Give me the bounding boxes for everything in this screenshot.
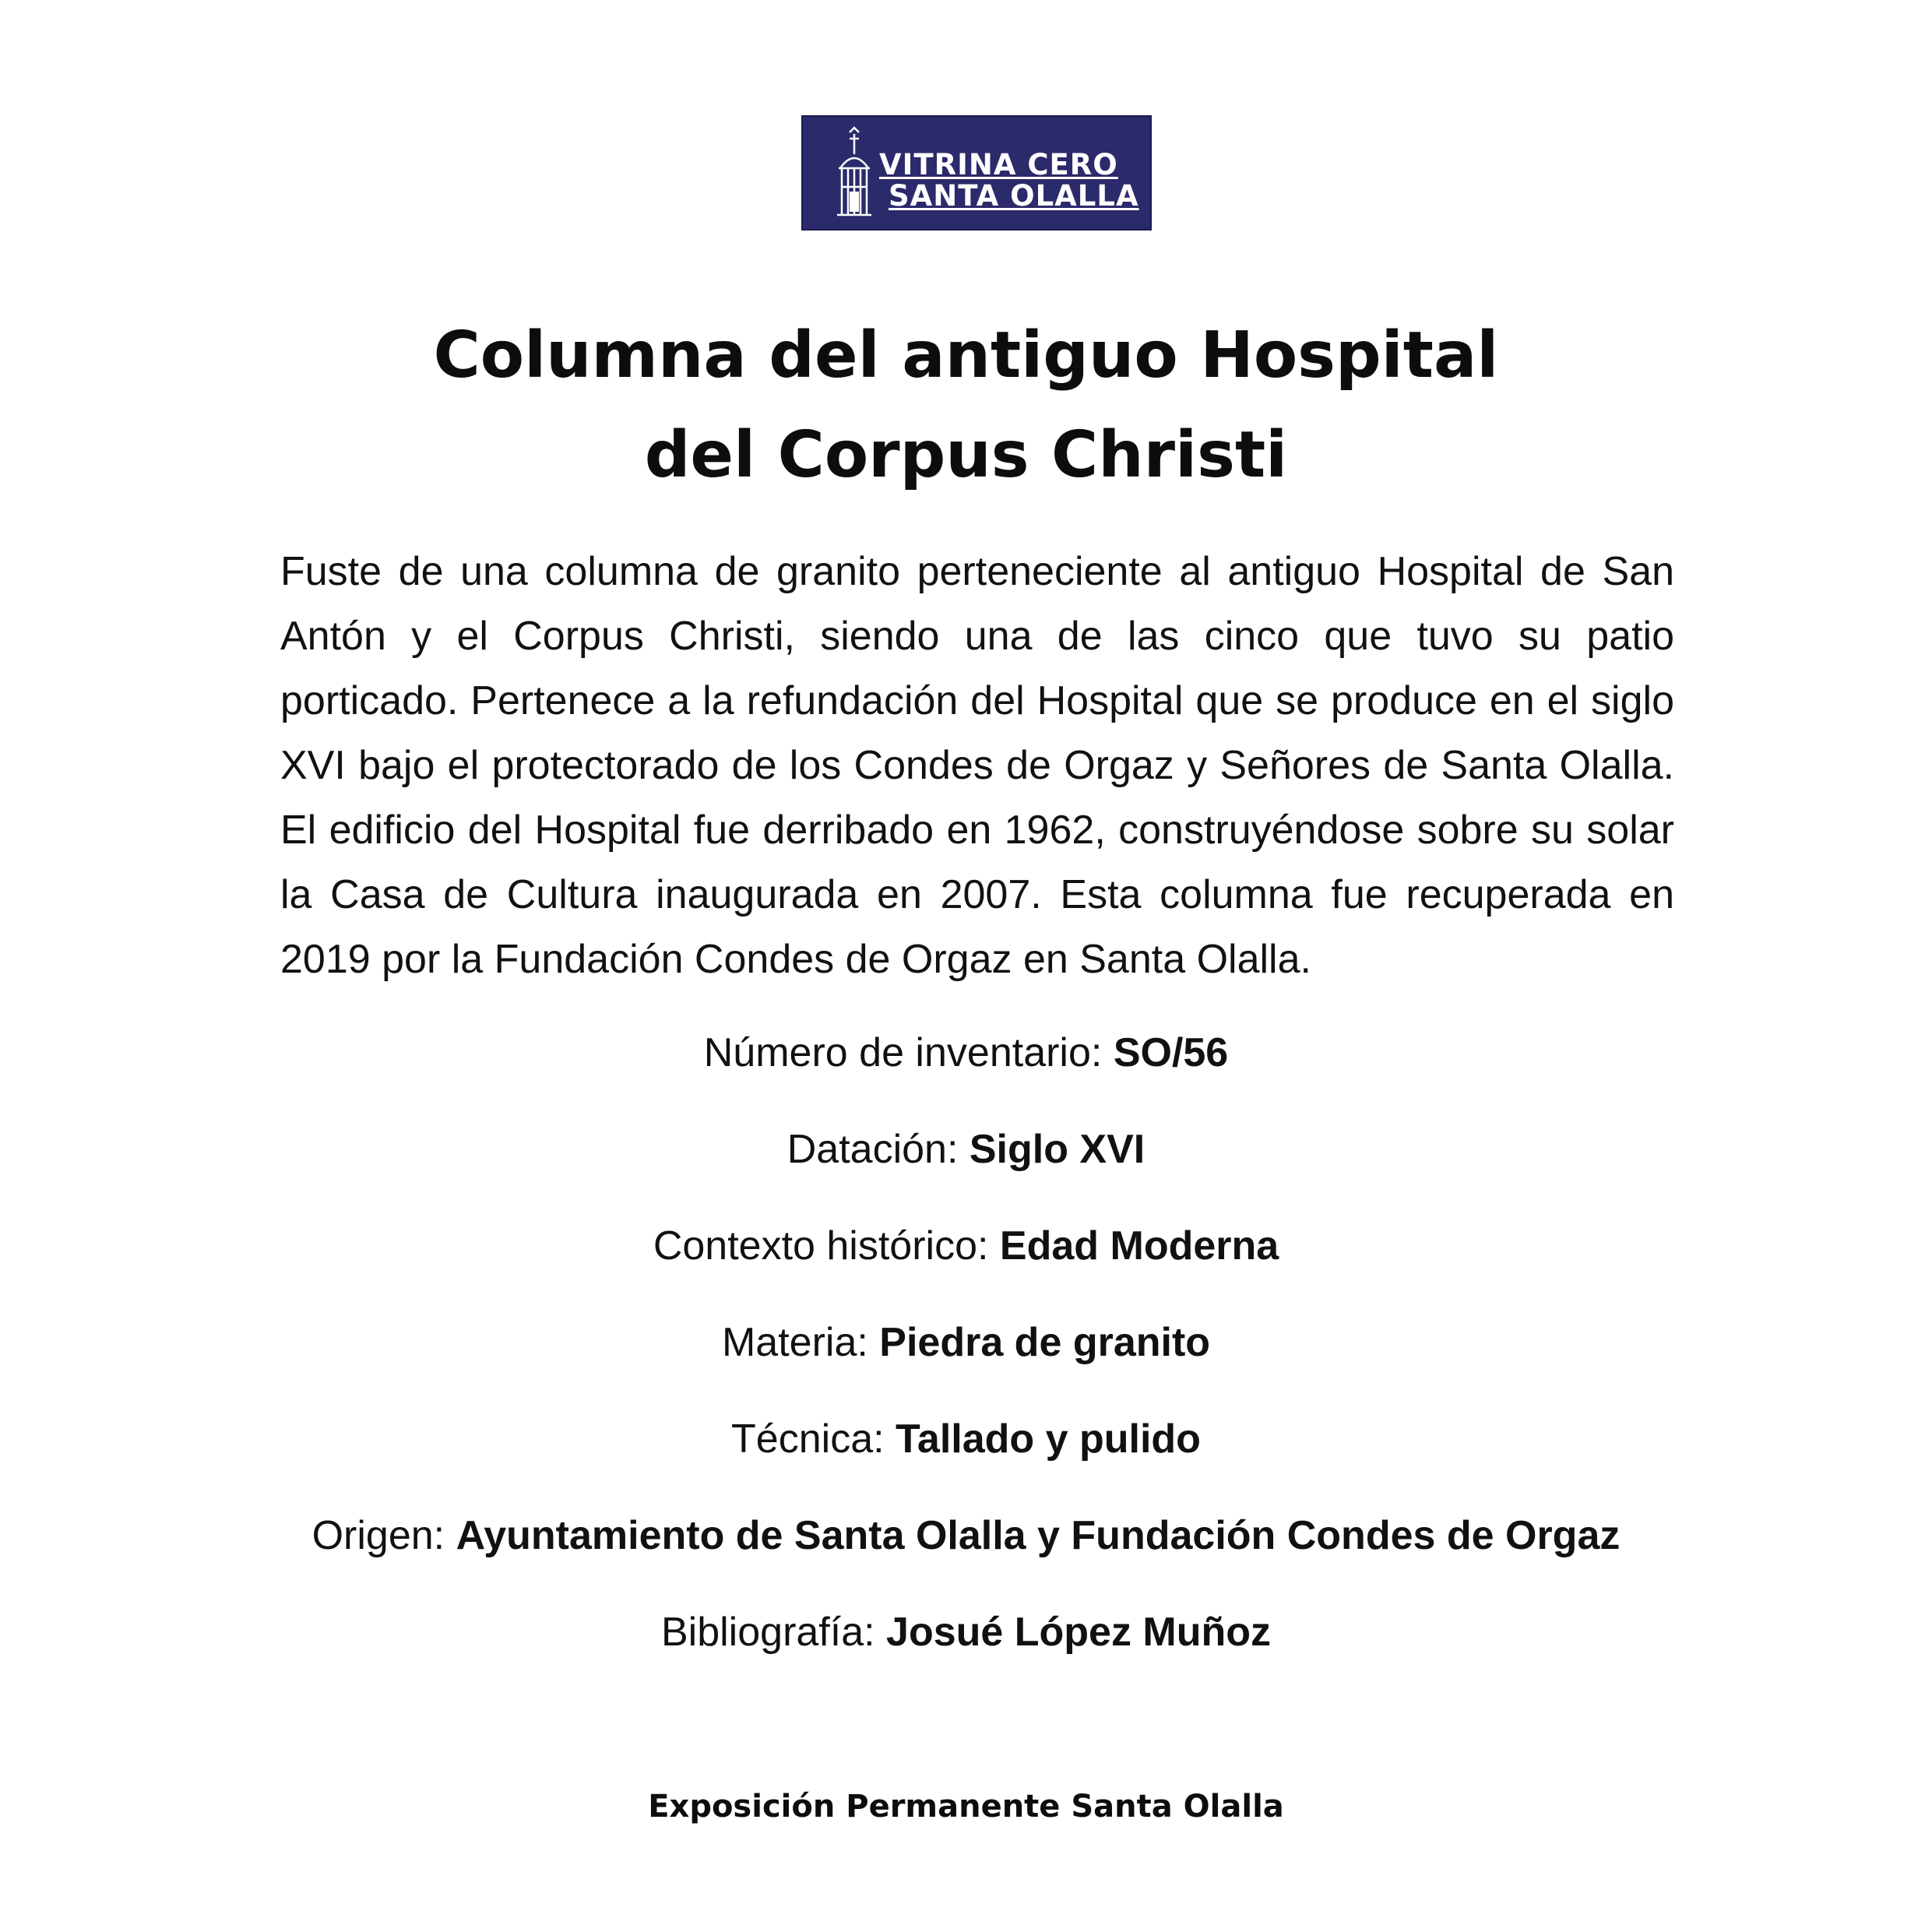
field-value: Piedra de granito — [879, 1320, 1211, 1365]
field-value: Josué López Muñoz — [886, 1610, 1272, 1655]
field-material — [234, 1314, 1698, 1411]
field-technique — [234, 1411, 1698, 1508]
field-value: SO/56 — [1113, 1030, 1229, 1075]
vitrina-cero-logo — [801, 115, 1152, 231]
page-title — [234, 306, 1698, 505]
title-line-2: del Corpus Christi — [644, 418, 1288, 492]
field-label: Datación: — [787, 1127, 959, 1172]
field-label: Técnica: — [731, 1416, 885, 1462]
field-inventory-number — [234, 1025, 1698, 1121]
field-label: Contexto histórico: — [653, 1223, 989, 1269]
kiosk-dome-icon — [803, 117, 881, 232]
description-paragraph: Fuste de una columna de granito perteneciente al antiguo Hospital de San Antón y el Corpus Christi, siendo una de las cinco que tuvo su patio porticado. Pertenece a la refundación del Hospital que se produce en el siglo XVI bajo el protectorado de los Condes de Orgaz y Señores de Santa Olalla. El edificio del Hospital fue derribado en 1962, construyéndose sobre su solar la Casa de Cultura inaugurada en 2007. Esta columna fue recuperada en 2019 por la Fundación Condes de Orgaz en Santa Olalla. — [280, 549, 1674, 982]
logo-text-line-2: SANTA OLALLA — [889, 179, 1139, 213]
field-dating — [234, 1121, 1698, 1218]
logo-text-line-1: VITRINA CERO — [879, 148, 1118, 181]
field-label: Bibliografía: — [660, 1610, 875, 1655]
footer-exhibition-name: Exposición Permanente Santa Olalla — [648, 1789, 1284, 1825]
field-label: Origen: — [311, 1513, 445, 1558]
field-label: Materia: — [721, 1320, 868, 1365]
field-historical-context — [234, 1218, 1698, 1314]
field-origin — [234, 1508, 1698, 1604]
field-value: Edad Moderna — [999, 1223, 1279, 1269]
field-value: Tallado y pulido — [896, 1416, 1201, 1462]
title-line-1: Columna del antiguo Hospital — [433, 318, 1499, 392]
field-value: Siglo XVI — [969, 1127, 1145, 1172]
field-value: Ayuntamiento de Santa Olalla y Fundación Condes de Orgaz — [456, 1513, 1621, 1558]
field-bibliography — [234, 1604, 1698, 1701]
field-label: Número de inventario: — [703, 1030, 1103, 1075]
object-details-list — [234, 1025, 1698, 1701]
